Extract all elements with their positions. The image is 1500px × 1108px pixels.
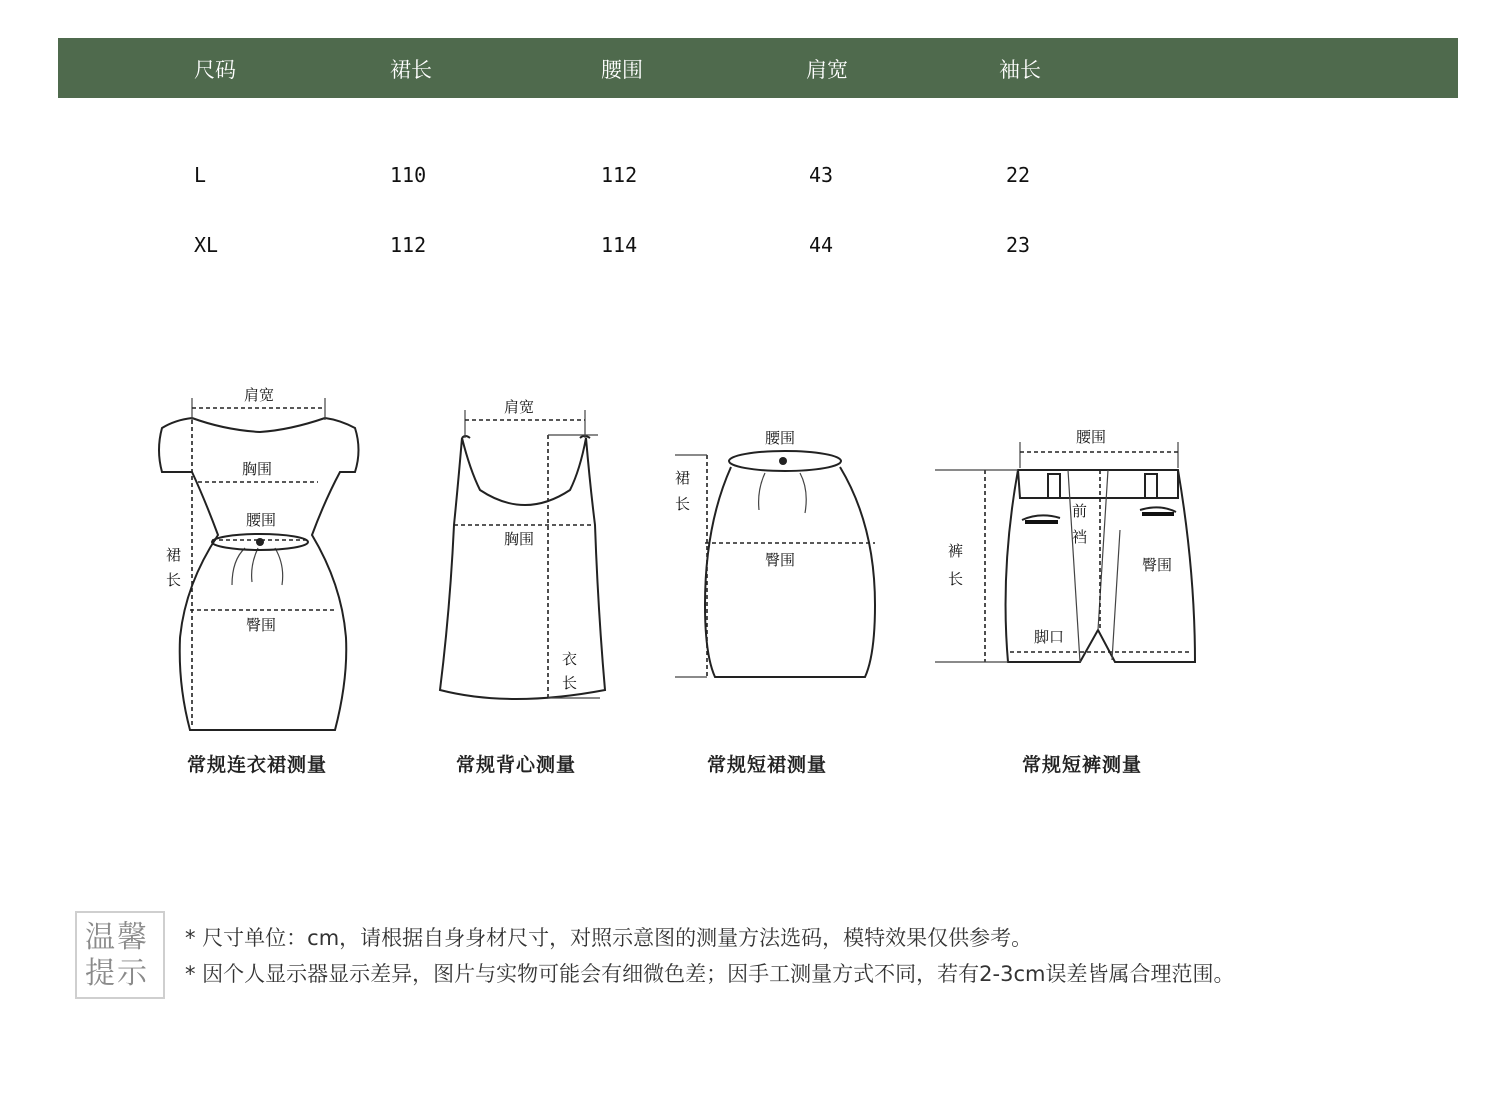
cell-sleeve: 23	[1006, 233, 1031, 257]
cell-dress-length: 112	[390, 233, 427, 257]
header-size: 尺码	[194, 58, 236, 82]
vest-length-label-1: 衣	[562, 650, 578, 668]
skirt-outline	[705, 467, 875, 677]
dress-length-label-1: 裙	[166, 546, 182, 564]
skirt-caption: 常规短裙测量	[707, 754, 828, 776]
skirt-length-label-1: 裙	[675, 469, 691, 487]
table-row	[0, 160, 1500, 190]
cell-shoulder: 44	[809, 233, 834, 257]
shorts-length-label-1: 裤	[948, 542, 964, 560]
vest-chest-label: 胸围	[504, 530, 535, 548]
skirt-measurement-diagram	[665, 425, 895, 685]
vest-shoulder-label: 肩宽	[504, 398, 535, 416]
cell-dress-length: 110	[390, 163, 427, 187]
vest-measurement-diagram	[430, 390, 630, 710]
shorts-rise-label-2: 裆	[1072, 528, 1088, 546]
dress-shoulder-label: 肩宽	[244, 386, 275, 404]
dress-hip-label: 臀围	[246, 616, 277, 634]
shorts-caption: 常规短裤测量	[1022, 754, 1143, 776]
tips-badge-line-2: 提示	[85, 956, 149, 991]
vest-caption: 常规背心测量	[456, 754, 577, 776]
cell-waist: 114	[601, 233, 638, 257]
shorts-rise-label-1: 前	[1072, 502, 1088, 520]
dress-measurement-diagram	[150, 380, 380, 740]
shorts-waist-label: 腰围	[1076, 428, 1107, 446]
cell-size: L	[194, 163, 207, 187]
dress-waist-label: 腰围	[246, 511, 277, 529]
shorts-length-label-2: 长	[948, 570, 964, 588]
size-table-header	[58, 38, 1458, 98]
skirt-length-label-2: 长	[675, 495, 691, 513]
cell-size: XL	[194, 233, 219, 257]
shorts-hip-label: 臀围	[1142, 556, 1173, 574]
dress-caption: 常规连衣裙测量	[187, 754, 328, 776]
skirt-waist-label: 腰围	[765, 429, 796, 447]
tips-badge	[75, 911, 165, 999]
tip-note-unit: * 尺寸单位：cm，请根据自身身材尺寸，对照示意图的测量方法选码，模特效果仅供参考。	[185, 926, 1033, 950]
cell-sleeve: 22	[1006, 163, 1031, 187]
header-shoulder: 肩宽	[806, 58, 848, 82]
skirt-hip-label: 臀围	[765, 551, 796, 569]
tips-badge-line-1: 温馨	[85, 920, 149, 955]
header-sleeve: 袖长	[999, 58, 1041, 82]
shorts-hem-label: 脚口	[1034, 628, 1065, 646]
tip-note-difference: * 因个人显示器显示差异，图片与实物可能会有细微色差；因手工测量方式不同，若有2-3cm误差皆属合理范围。	[185, 962, 1235, 986]
header-waist: 腰围	[601, 58, 643, 82]
shorts-measurement-diagram	[930, 420, 1210, 680]
header-dress-length: 裙长	[390, 58, 432, 82]
table-row	[0, 230, 1500, 260]
dress-chest-label: 胸围	[242, 460, 273, 478]
dress-length-label-2: 长	[166, 571, 182, 589]
vest-outline	[440, 438, 605, 699]
vest-length-label-2: 长	[562, 674, 578, 692]
cell-waist: 112	[601, 163, 638, 187]
cell-shoulder: 43	[809, 163, 834, 187]
